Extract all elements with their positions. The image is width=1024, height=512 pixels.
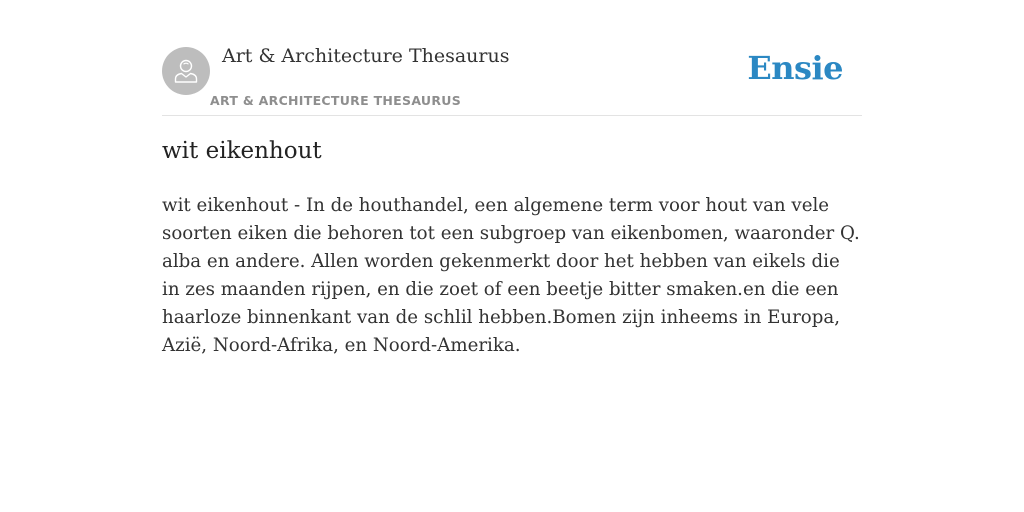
- author-avatar[interactable]: [162, 47, 210, 95]
- entry-title: wit eikenhout: [162, 138, 322, 164]
- author-name-link[interactable]: Art & Architecture Thesaurus: [222, 45, 510, 67]
- author-tag: ART & ARCHITECTURE THESAURUS: [210, 93, 462, 108]
- user-silhouette-icon: [171, 56, 201, 86]
- content-container: [162, 0, 862, 356]
- entry-header: [162, 0, 862, 116]
- ensie-logo[interactable]: Ensie: [747, 49, 843, 87]
- entry-definition: wit eikenhout - In de houthandel, een algemene term voor hout van vele soorten eiken die behoren tot een subgroep van eikenbomen, waaronder Q. alba en andere. Allen worden gekenmerkt door het hebben van eikels die in zes maanden rijpen, en die zoet of een beetje bitter smaken.en die een haarloze binnenkant van de schlil hebben.Bomen zijn inheems in Europa, Azië, Noord-Afrika, en Noord-Amerika.: [162, 195, 860, 356]
